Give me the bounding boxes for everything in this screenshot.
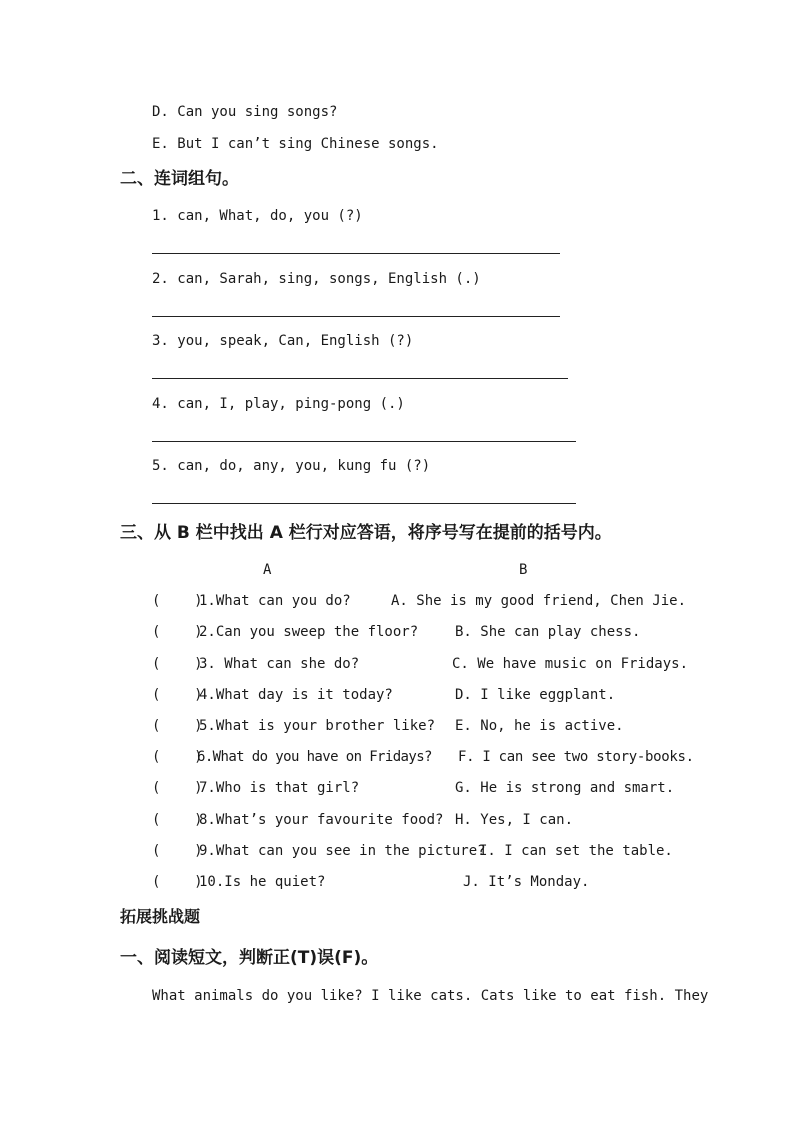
answer-line-5[interactable] — [152, 503, 576, 504]
answer-line-3[interactable] — [152, 378, 568, 379]
answer-paren-4[interactable]: ( ) — [152, 687, 203, 703]
reorder-item-5: 5. can, do, any, you, kung fu (?) — [152, 458, 431, 474]
question-9: 9.What can you see in the picture? — [199, 843, 486, 859]
option-d: D. Can you sing songs? — [152, 104, 338, 120]
question-10: 10.Is he quiet? — [199, 874, 326, 890]
answer-paren-5[interactable]: ( ) — [152, 718, 203, 734]
reorder-item-3: 3. you, speak, Can, English (?) — [152, 333, 414, 349]
response-d: D. I like eggplant. — [455, 687, 616, 703]
question-5: 5.What is your brother like? — [199, 718, 436, 734]
question-6: 6.What do you have on Fridays? — [197, 749, 432, 765]
response-h: H. Yes, I can. — [455, 812, 574, 828]
answer-line-4[interactable] — [152, 441, 576, 442]
reorder-item-2: 2. can, Sarah, sing, songs, English (.) — [152, 271, 481, 287]
response-b: B. She can play chess. — [455, 624, 641, 640]
answer-paren-2[interactable]: ( ) — [152, 624, 203, 640]
reading-passage-line: What animals do you like? I like cats. Cats like to eat fish. They — [152, 988, 709, 1004]
question-8: 8.What’s your favourite food? — [199, 812, 444, 828]
column-b-label: B — [519, 562, 528, 578]
answer-paren-7[interactable]: ( ) — [152, 780, 203, 796]
response-e: E. No, he is active. — [455, 718, 624, 734]
response-f: F. I can see two story-books. — [458, 749, 694, 765]
response-g: G. He is strong and smart. — [455, 780, 675, 796]
answer-paren-9[interactable]: ( ) — [152, 843, 203, 859]
question-7: 7.Who is that girl? — [199, 780, 360, 796]
response-c: C. We have music on Fridays. — [452, 656, 689, 672]
reorder-item-1: 1. can, What, do, you (?) — [152, 208, 363, 224]
question-2: 2.Can you sweep the floor? — [199, 624, 419, 640]
column-a-label: A — [263, 562, 272, 578]
question-4: 4.What day is it today? — [199, 687, 393, 703]
response-i: I. I can set the table. — [479, 843, 673, 859]
section-2-heading: 二、连词组句。 — [120, 169, 239, 189]
answer-paren-3[interactable]: ( ) — [152, 656, 203, 672]
reorder-item-4: 4. can, I, play, ping-pong (.) — [152, 396, 405, 412]
question-3: 3. What can she do? — [199, 656, 360, 672]
answer-paren-1[interactable]: ( ) — [152, 593, 203, 609]
answer-paren-8[interactable]: ( ) — [152, 812, 203, 828]
question-1: 1.What can you do? — [199, 593, 351, 609]
section-3-heading: 三、从 B 栏中找出 A 栏行对应答语，将序号写在提前的括号内。 — [120, 523, 612, 543]
extension-section-1-heading: 一、阅读短文，判断正(T)误(F)。 — [120, 948, 379, 968]
option-e: E. But I can’t sing Chinese songs. — [152, 136, 439, 152]
response-a: A. She is my good friend, Chen Jie. — [391, 593, 687, 609]
extension-title: 拓展挑战题 — [120, 907, 201, 926]
answer-line-2[interactable] — [152, 316, 560, 317]
answer-paren-6[interactable]: ( ) — [152, 749, 203, 765]
answer-line-1[interactable] — [152, 253, 560, 254]
answer-paren-10[interactable]: ( ) — [152, 874, 203, 890]
response-j: J. It’s Monday. — [463, 874, 590, 890]
